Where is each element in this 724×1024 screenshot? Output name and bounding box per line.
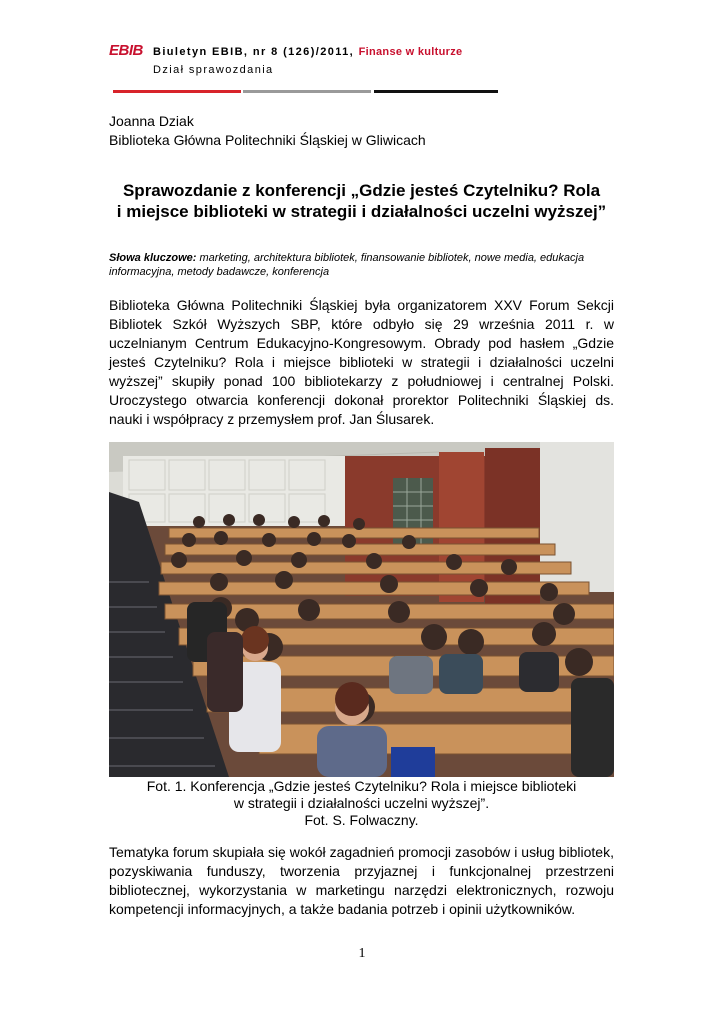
paragraph-1: Biblioteka Główna Politechniki Śląskiej była organizatorem XXV Forum Sekcji Bibliotek Szkół Wyższych SBP, które odbyło się 29 września 2011 r. w uczelnianym Centrum Edukacyjno-Kongresowym. Obrady pod hasłem „Gdzie jesteś Czytelniku? Rola i miejsce biblioteki w strategii i działalności uczelni wyższej” skupiły ponad 100 bibliotekarzy z południowej i centralnej Polski. Uroczystego otwarcia konferencji dokonał prorektor Politechniki Śląskiej ds. nauki i współpracy z przemysłem prof. Jan Ślusarek. (109, 297, 614, 427)
section-name: Dział sprawozdania (153, 64, 274, 76)
header-rule-black (374, 90, 498, 93)
author-block (109, 112, 426, 150)
ebib-logo (109, 42, 143, 59)
paragraph-2: Tematyka forum skupiała się wokół zagadnień promocji zasobów i usług bibliotek, pozyskiwania funduszy, tworzenia przyjaznej i funkcjonalnej przestrzeni bibliotecznej, wykorzystania w marketingu narzędzi elektronicznych, rozwoju kompetencji informacyjnych, a także badania potrzeb i opinii użytkowników. (109, 844, 614, 917)
caption-line-3: Fot. S. Folwaczny. (304, 812, 419, 828)
keywords-text: marketing, architektura bibliotek, finansowanie bibliotek, nowe media, edukacja informacyjna, metody badawcze, konferencja (109, 252, 585, 278)
title-line-2: i miejsce biblioteki w strategii i działalności uczelni wyższej” (116, 202, 607, 221)
header-rule-red (113, 90, 241, 93)
caption-line-2: w strategii i działalności uczelni wyższej”. (233, 795, 490, 811)
title-line-1: Sprawozdanie z konferencji „Gdzie jesteś Czytelniku? Rola (122, 181, 601, 200)
author-name: Joanna Dziak (109, 113, 194, 129)
article-title (109, 180, 614, 222)
conference-photo-image (109, 442, 614, 777)
caption-line-1: Fot. 1. Konferencja „Gdzie jesteś Czytelniku? Rola i miejsce biblioteki (146, 778, 577, 794)
header-rule-gray (243, 90, 371, 93)
keywords-label: Słowa kluczowe: (109, 252, 197, 264)
author-affiliation: Biblioteka Główna Politechniki Śląskiej w Gliwicach (109, 132, 426, 148)
keywords (109, 251, 614, 279)
journal-issue: Biuletyn EBIB, nr 8 (126)/2011, (153, 46, 355, 58)
conference-photo (109, 442, 614, 777)
page-number: 1 (358, 946, 366, 961)
ebib-logo-text: EBIB (109, 42, 143, 59)
journal-line (153, 46, 462, 58)
photo-caption (109, 778, 614, 829)
issue-topic: Finanse w kulturze (358, 46, 463, 58)
